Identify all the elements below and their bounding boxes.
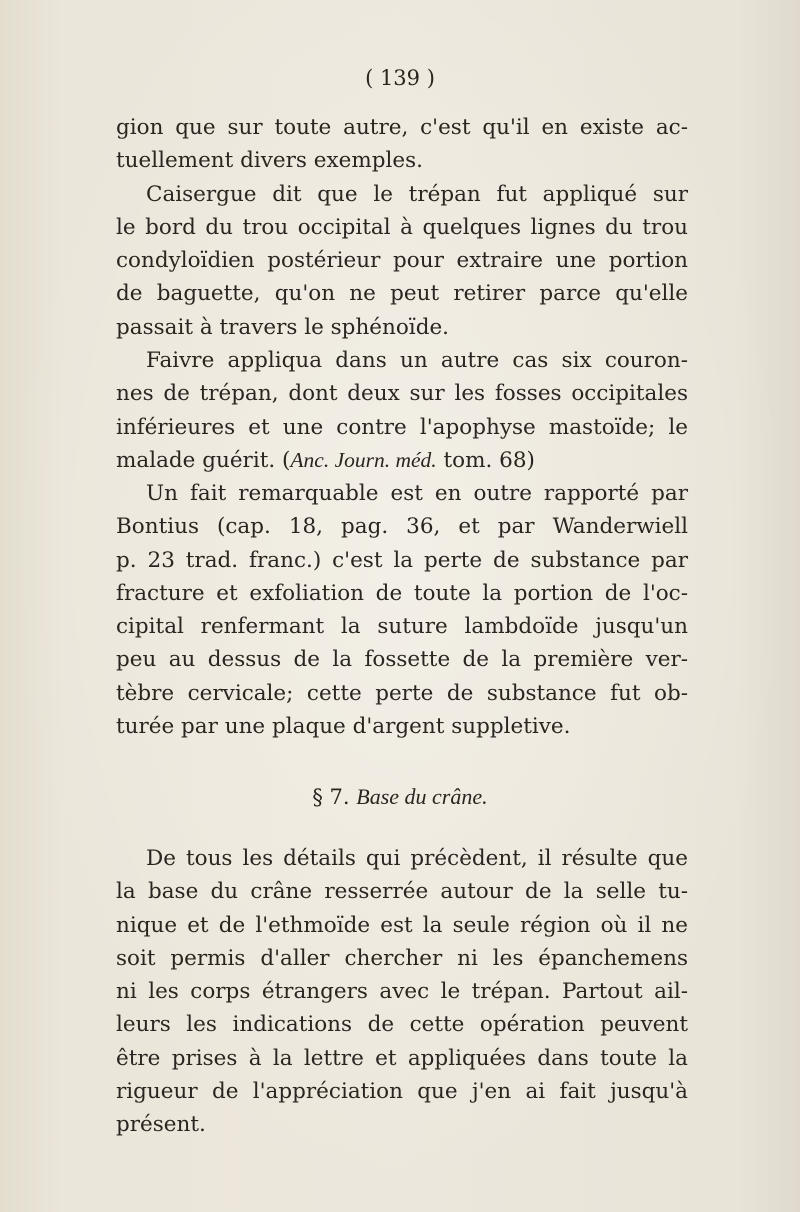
citation-source: Anc. Journ. méd. (290, 447, 437, 472)
text-line: Faivre appliqua dans un autre cas six couron- (146, 348, 688, 374)
text-line: la base du crâne resserrée autour de la selle tu- (116, 879, 688, 905)
text-line: gion que sur toute autre, c'est qu'il en existe ac- (116, 115, 688, 140)
text-line: le bord du trou occipital à quelques lignes du trou (116, 214, 688, 240)
paragraph-block-3 (116, 842, 688, 1142)
text-line: de baguette, qu'on ne peut retirer parce qu'elle (116, 281, 688, 307)
text-line: soit permis d'aller chercher ni les épanchemens (116, 945, 688, 971)
paragraph-block-1 (116, 111, 688, 477)
text-line: rigueur de l'appréciation que j'en ai fait jusqu'à (116, 1079, 688, 1105)
text-line: p. 23 trad. franc.) c'est la perte de substance par (116, 547, 688, 573)
text-line: leurs les indications de cette opération peuvent (116, 1012, 688, 1038)
page-number: ( 139 ) (365, 66, 435, 90)
text-line: passait à travers le sphénoïde. (116, 314, 450, 340)
text-line: être prises à la lettre et appliquées dans toute la (116, 1045, 688, 1071)
text-line: tèbre cervicale; cette perte de substance fut ob- (116, 680, 688, 706)
text-line: peu au dessus de la fossette de la première ver- (116, 647, 688, 673)
text-line: Caisergue dit que le trépan fut appliqué sur (146, 181, 688, 207)
text-line: nes de trépan, dont deux sur les fosses occipitales (116, 381, 688, 407)
text-line: Un fait remarquable est en outre rapporté par (146, 481, 688, 506)
text-line: fracture et exfoliation de toute la portion de l'oc- (116, 580, 688, 606)
text-line: De tous les détails qui précèdent, il résulte que (146, 846, 688, 871)
text-line: Bontius (cap. 18, pag. 36, et par Wanderwiell (116, 514, 688, 540)
text-line: nique et de l'ethmoïde est la seule région où il ne (116, 912, 688, 938)
text-line: condyloïdien postérieur pour extraire une portion (116, 248, 688, 274)
text-line: tuellement divers exemples. (116, 148, 423, 174)
citation-after: tom. 68) (436, 447, 535, 473)
text-line: présent. (116, 1112, 206, 1138)
citation-before: malade guérit. ( (116, 447, 291, 473)
section-number: § 7. (312, 785, 350, 809)
section-heading (0, 784, 800, 810)
text-line: ni les corps étrangers avec le trépan. Partout ail- (116, 979, 688, 1005)
text-line: inférieures et une contre l'apophyse mastoïde; le (116, 414, 688, 440)
section-title: Base du crâne. (356, 784, 488, 809)
citation-line (116, 444, 688, 477)
paragraph-block-2 (116, 477, 688, 743)
text-line: turée par une plaque d'argent suppletive. (116, 714, 571, 740)
text-line: cipital renfermant la suture lambdoïde jusqu'un (116, 614, 688, 640)
